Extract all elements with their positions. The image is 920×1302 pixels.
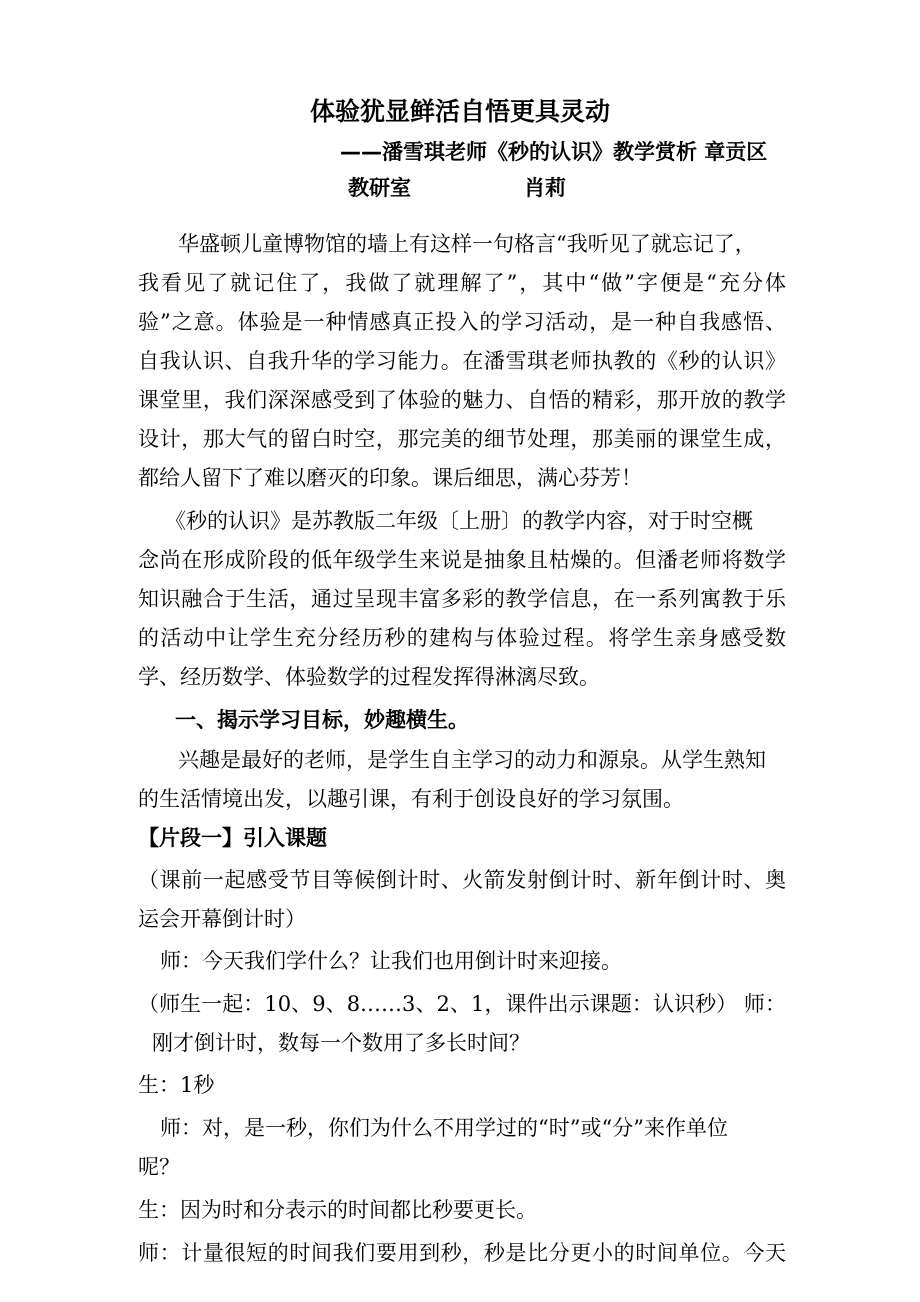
text-line: 师：对，是一秒，你们为什么不用学过的“时”或“分”来作单位 <box>160 1116 728 1140</box>
text-line: 验”之意。体验是一种情感真正投入的学习活动，是一种自我感悟、 <box>138 310 786 334</box>
text-line: 《秒的认识》是苏教版二年级〔上册〕的教学内容，对于时空概 <box>165 509 753 533</box>
text-line: 生：因为时和分表示的时间都比秒要更长。 <box>138 1198 537 1222</box>
text-line: 课堂里，我们深深感受到了体验的魅力、自悟的精彩，那开放的教学 <box>138 388 786 412</box>
text-line: 学、经历数学、体验数学的过程发挥得淋漓尽致。 <box>138 665 600 689</box>
document-title: 体验犹显鲜活自悟更具灵动 <box>309 97 610 126</box>
document-subtitle: ——潘雪琪老师《秒的认识》教学赏析 章贡区 <box>340 140 768 164</box>
text-line: 师：今天我们学什么？让我们也用倒计时来迎接。 <box>160 949 622 973</box>
text-line: 刚才倒计时，数每一个数用了多长时间？ <box>152 1031 530 1055</box>
text-line: 呢？ <box>138 1155 180 1179</box>
author-name: 肖莉 <box>524 176 566 200</box>
text-line: 自我认识、自我升华的学习能力。在潘雪琪老师执教的《秒的认识》 <box>138 349 786 373</box>
text-line: 生：1秒 <box>138 1073 215 1097</box>
section-heading: 【片段一】引入课题 <box>138 826 327 850</box>
text-line: 兴趣是最好的老师，是学生自主学习的动力和源泉。从学生熟知 <box>178 748 766 772</box>
text-line: 都给人留下了难以磨灭的印象。课后细思，满心芬芳！ <box>138 466 642 490</box>
text-line: 华盛顿儿童博物馆的墙上有这样一句格言“我听见了就忘记了， <box>178 232 756 256</box>
text-line: 知识融合于生活，通过呈现丰富多彩的教学信息，在一系列寓教于乐 <box>138 587 786 611</box>
text-line: 的生活情境出发，以趣引课，有利于创设良好的学习氛围。 <box>138 787 684 811</box>
text-line: 师：计量很短的时间我们要用到秒，秒是比分更小的时间单位。今天 <box>138 1241 786 1265</box>
text-line: 的活动中让学生充分经历秒的建构与体验过程。将学生亲身感受数 <box>138 626 786 650</box>
text-line: （师生一起：10、9、8……3、2、1，课件出示课题：认识秒） 师： <box>138 992 786 1016</box>
section-heading: 一、揭示学习目标，妙趣横生。 <box>175 708 469 732</box>
text-line: 运会开幕倒计时） <box>138 907 306 931</box>
text-line: 念尚在形成阶段的低年级学生来说是抽象且枯燥的。但潘老师将数学 <box>138 548 786 572</box>
text-line: 设计，那大气的留白时空，那完美的细节处理，那美丽的课堂生成， <box>138 427 786 451</box>
text-line: （课前一起感受节目等候倒计时、火箭发射倒计时、新年倒计时、奥 <box>138 868 786 892</box>
author-organization: 教研室 <box>348 176 411 200</box>
text-line: 我看见了就记住了，我做了就理解了”，其中“做”字便是“充分体 <box>138 271 786 295</box>
